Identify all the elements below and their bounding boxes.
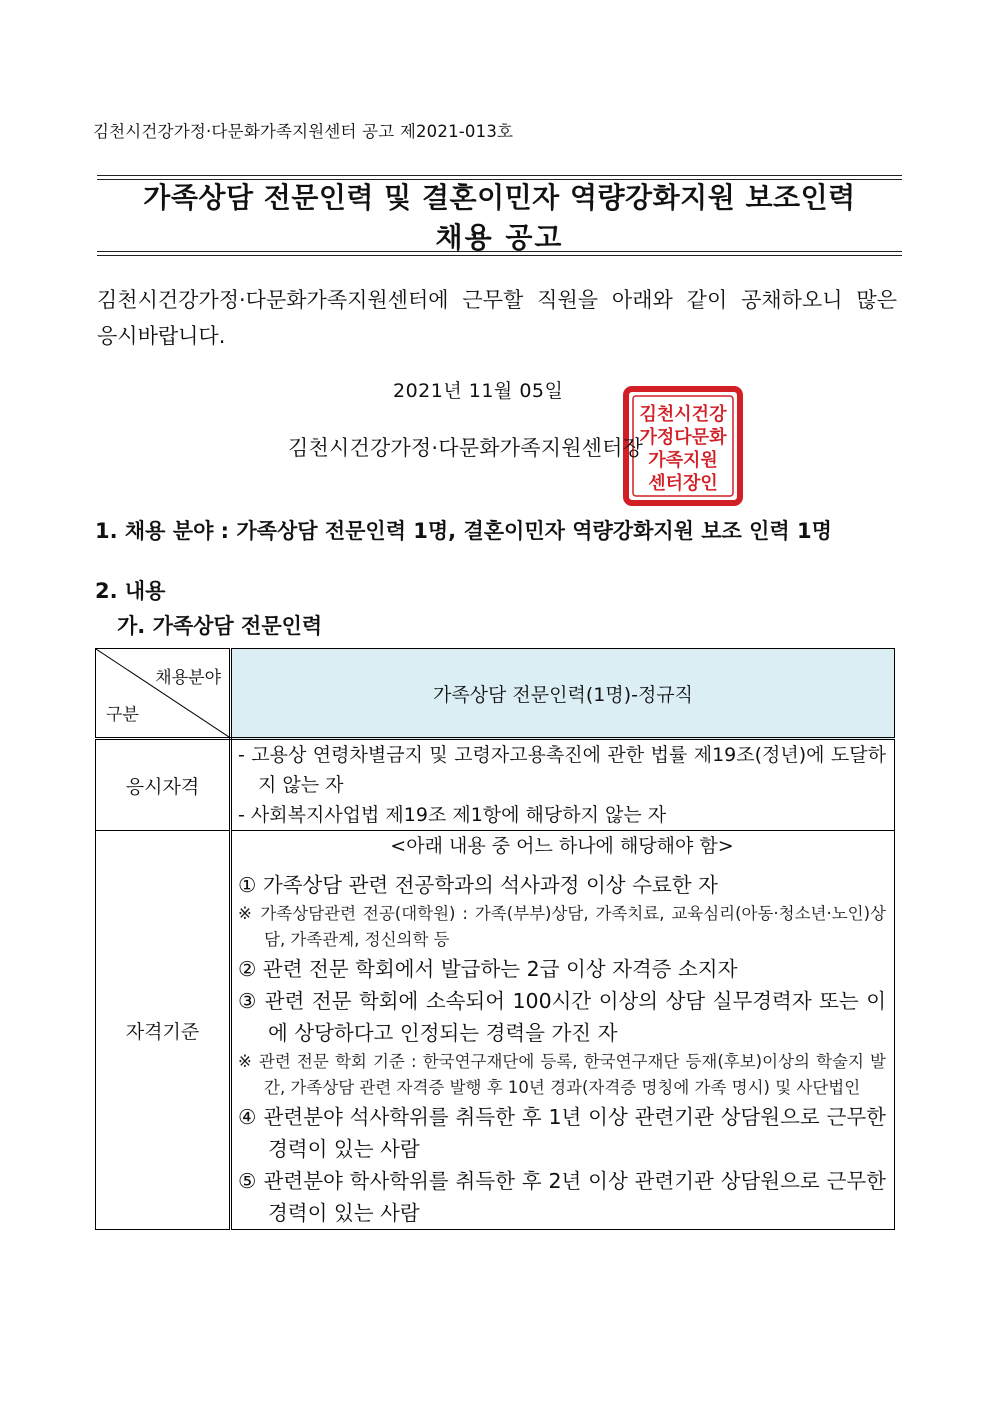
qualification-item-4: ④ 관련분야 석사학위를 취득한 후 1년 이상 관련기관 상담원으로 근무한 경력이 있는 사람 bbox=[238, 1105, 886, 1161]
intro-paragraph: 김천시건강가정·다문화가족지원센터에 근무할 직원을 아래와 같이 공채하오니 많은 응시바랍니다. bbox=[97, 288, 897, 348]
title-bottom-rule-inner bbox=[97, 251, 902, 252]
eligibility-row bbox=[96, 739, 895, 831]
corner-cell bbox=[96, 649, 231, 739]
seal-row-2: 가정다문화 bbox=[639, 427, 727, 448]
qualification-row bbox=[96, 831, 895, 1230]
qualification-label: 자격기준 bbox=[96, 831, 231, 1230]
qualification-content bbox=[231, 831, 895, 1230]
qualification-item-2: ② 관련 전문 학회에서 발급하는 2급 이상 자격증 소지자 bbox=[238, 957, 738, 981]
requirements-table bbox=[95, 648, 895, 1230]
seal-row-1: 김천시건강 bbox=[639, 404, 727, 425]
title-line-1: 가족상담 전문인력 및 결혼이민자 역량강화지원 보조인력 bbox=[143, 181, 856, 214]
eligibility-line-2: - 사회복지사업법 제19조 제1항에 해당하지 않는 자 bbox=[238, 804, 667, 826]
table-header-row bbox=[96, 649, 895, 739]
organization-name: 김천시건강가정·다문화가족지원센터장 bbox=[288, 436, 644, 460]
qualification-item-5: ⑤ 관련분야 학사학위를 취득한 후 2년 이상 관련기관 상담원으로 근무한 경력이 있는 사람 bbox=[238, 1169, 886, 1225]
seal-row-3: 가족지원 bbox=[648, 450, 718, 471]
seal-row-4: 센터장인 bbox=[648, 473, 718, 494]
section-1-heading: 1. 채용 분야 : 가족상담 전문인력 1명, 결혼이민자 역량강화지원 보조 인력 1명 bbox=[95, 519, 832, 543]
notice-number: 김천시건강가정·다문화가족지원센터 공고 제2021-013호 bbox=[93, 122, 514, 141]
qualification-heading: <아래 내용 중 어느 하나에 해당해야 함> bbox=[390, 835, 734, 857]
qualification-item-1: ① 가족상담 관련 전공학과의 석사과정 이상 수료한 자 bbox=[238, 873, 718, 897]
title-line-2: 채용 공고 bbox=[435, 221, 564, 254]
eligibility-label: 응시자격 bbox=[96, 739, 231, 831]
eligibility-line-1: - 고용상 연령차별금지 및 고령자고용촉진에 관한 법률 제19조(정년)에 도달하지 않는 자 bbox=[238, 744, 886, 796]
column-header: 가족상담 전문인력(1명)-정규직 bbox=[231, 649, 895, 739]
announcement-date: 2021년 11월 05일 bbox=[393, 380, 564, 402]
corner-top-label: 채용분야 bbox=[155, 668, 221, 688]
qualification-note-2: ※ 관련 전문 학회 기준 : 한국연구재단에 등록, 한국연구재단 등재(후보)이상의 학술지 발간, 가족상담 관련 자격증 발행 후 10년 경과(자격증 명칭에 가족 명시) 및 사단법인 bbox=[238, 1052, 886, 1097]
corner-bottom-label: 구분 bbox=[106, 705, 139, 725]
qualification-note-1: ※ 가족상담관련 전공(대학원) : 가족(부부)상담, 가족치료, 교육심리(아동·청소년·노인)상담, 가족관계, 정신의학 등 bbox=[238, 904, 886, 949]
qualification-item-3: ③ 관련 전문 학회에 소속되어 100시간 이상의 상담 실무경력자 또는 이에 상당하다고 인정되는 경력을 가진 자 bbox=[238, 989, 886, 1045]
eligibility-content bbox=[231, 739, 895, 831]
title-bottom-rule bbox=[97, 255, 902, 256]
section-2-heading: 2. 내용 bbox=[95, 579, 166, 603]
subsection-heading: 가. 가족상담 전문인력 bbox=[117, 614, 323, 638]
